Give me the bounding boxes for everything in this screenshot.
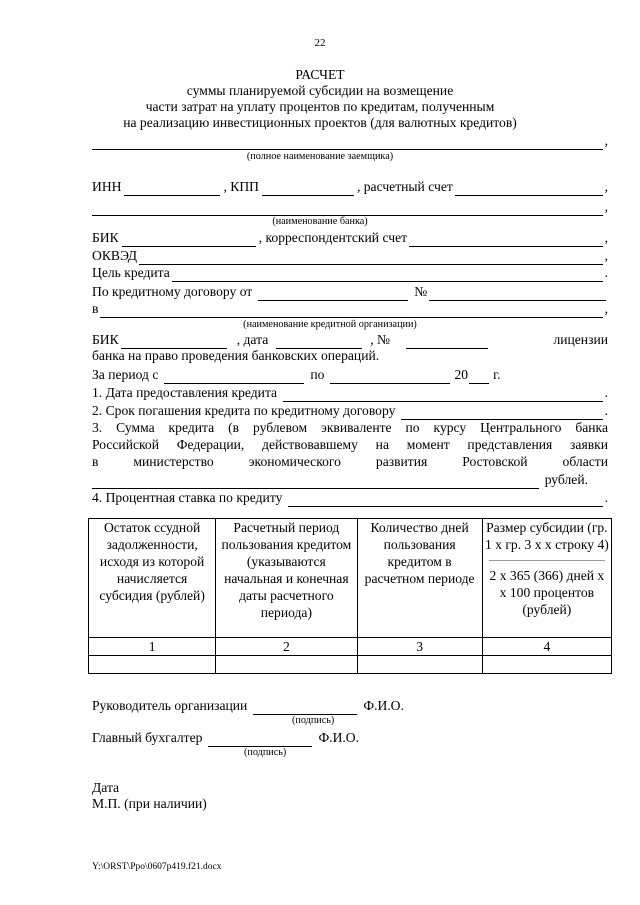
table-cell[interactable] <box>482 656 611 674</box>
agreement-date-field[interactable] <box>258 287 408 301</box>
comma: , <box>604 248 608 263</box>
year-field[interactable] <box>469 370 489 384</box>
credit-org-field[interactable] <box>100 305 602 318</box>
comma: , <box>604 301 608 316</box>
date-field-label: Дата <box>92 780 120 795</box>
table-cell[interactable] <box>216 656 357 674</box>
head-signature-row <box>92 697 404 715</box>
comma: , <box>604 199 608 214</box>
header-period: Расчетный период пользования кредитом (указываются начальная и конечная даты расчетного периода) <box>216 519 357 638</box>
credit-org-row <box>92 300 608 318</box>
purpose-field[interactable] <box>172 269 603 282</box>
kpp-label: , КПП <box>223 179 259 194</box>
comma: , <box>604 230 608 245</box>
borrower-name-field[interactable] <box>92 137 603 150</box>
item-3-line-1: 3. Сумма кредита (в рублевом эквиваленте по курсу Центрального банка <box>92 420 608 435</box>
license-label: лицензии <box>553 332 608 347</box>
subtitle-line-1: суммы планируемой субсидии на возмещение <box>186 83 454 98</box>
period: . <box>604 385 608 400</box>
year-prefix: 20 <box>454 367 469 382</box>
license-number-field[interactable] <box>406 335 488 349</box>
kpp-field[interactable] <box>262 182 354 196</box>
inn-field[interactable] <box>124 182 220 196</box>
accountant-signature-field[interactable] <box>208 733 312 747</box>
inn-label: ИНН <box>92 179 122 194</box>
item-1-label: 1. Дата предоставления кредита <box>92 385 278 400</box>
credit-org-caption: (наименование кредитной организации) <box>243 319 417 330</box>
head-signature-field[interactable] <box>253 701 357 715</box>
item-3-amount-field[interactable] <box>92 476 539 489</box>
stamp-label: М.П. (при наличии) <box>92 796 207 811</box>
bik-row <box>92 229 608 247</box>
header-subsidy <box>482 519 611 638</box>
license-line-2: банка на право проведения банковских операций. <box>92 348 380 363</box>
license-number-sign: , № <box>370 332 391 347</box>
column-number-2: 2 <box>216 638 357 656</box>
period-from-label: За период с <box>92 367 159 382</box>
period-to-label: по <box>310 367 325 382</box>
subtitle-line-2: части затрат на уплату процентов по кредитам, полученным <box>145 99 495 114</box>
page-number: 22 <box>314 37 326 49</box>
in-label: в <box>92 301 99 316</box>
item-2-label: 2. Срок погашения кредита по кредитному договору <box>92 403 396 418</box>
column-number-4: 4 <box>482 638 611 656</box>
subsidy-denominator: 2 х 365 (366) дней х х 100 процентов (рублей) <box>489 568 605 617</box>
document-title: РАСЧЕТ <box>295 67 345 82</box>
bik-label: БИК <box>92 230 119 245</box>
date-label: , дата <box>236 332 269 347</box>
subtitle-line-3: на реализацию инвестиционных проектов (для валютных кредитов) <box>123 115 517 130</box>
accountant-signature-caption: (подпись) <box>244 747 287 758</box>
head-signature-caption: (подпись) <box>292 715 335 726</box>
period: . <box>604 403 608 418</box>
year-suffix: г. <box>493 367 501 382</box>
inn-row <box>92 178 608 196</box>
item-1-row <box>92 384 608 402</box>
period-from-field[interactable] <box>164 370 304 384</box>
header-days: Количество дней пользования кредитом в расчетном периоде <box>357 519 482 638</box>
number-sign: № <box>414 284 428 299</box>
item-3-line-3: в министерство экономического развития Ростовской области <box>92 454 608 469</box>
item-3-rub-label: рублей. <box>544 472 588 487</box>
table-number-row <box>89 638 612 656</box>
borrower-caption: (полное наименование заемщика) <box>246 151 394 162</box>
head-fio: Ф.И.О. <box>363 698 404 713</box>
period-row <box>92 366 608 384</box>
accountant-label: Главный бухгалтер <box>92 730 203 745</box>
item-3-amount-row <box>92 471 608 489</box>
item-4-label: 4. Процентная ставка по кредиту <box>92 490 283 505</box>
item-3-line-2: Российской Федерации, действовавшему на момент представления заявки <box>92 437 608 452</box>
agreement-row <box>92 283 608 301</box>
comma: , <box>604 133 608 148</box>
subsidy-numerator: Размер субсидии (гр. 1 х гр. 3 х х строку 4) <box>484 520 609 552</box>
purpose-row <box>92 264 608 282</box>
bank-caption: (наименование банка) <box>272 216 368 227</box>
table-cell[interactable] <box>357 656 482 674</box>
agreement-label: По кредитному договору от <box>92 284 253 299</box>
item-4-row <box>92 489 608 507</box>
borrower-name-line[interactable] <box>92 132 608 150</box>
period: . <box>604 490 608 505</box>
head-label: Руководитель организации <box>92 698 248 713</box>
bank-name-line[interactable] <box>92 198 608 216</box>
header-balance: Остаток ссудной задолженности, исходя из которой начисляется субсидия (рублей) <box>89 519 216 638</box>
period-to-field[interactable] <box>330 370 450 384</box>
corr-account-label: , корреспондентский счет <box>258 230 408 245</box>
okved-label: ОКВЭД <box>92 248 138 263</box>
account-label: , расчетный счет <box>356 179 453 194</box>
subsidy-table <box>88 518 612 674</box>
period: . <box>604 265 608 280</box>
accountant-signature-row <box>92 729 359 747</box>
bik-field[interactable] <box>122 233 256 247</box>
item-2-row <box>92 402 608 420</box>
okved-row <box>92 247 608 265</box>
account-field[interactable] <box>455 183 603 196</box>
footer-file-path: Y:\ORST\Ppo\0607p419.f21.docx <box>92 862 222 872</box>
column-number-3: 3 <box>357 638 482 656</box>
comma: , <box>604 179 608 194</box>
bik2-label: БИК <box>92 332 119 347</box>
purpose-label: Цель кредита <box>92 265 170 280</box>
accountant-fio: Ф.И.О. <box>318 730 360 745</box>
table-row[interactable] <box>89 656 612 674</box>
item-4-field[interactable] <box>288 494 602 507</box>
corr-account-field[interactable] <box>409 234 603 247</box>
table-cell[interactable] <box>89 656 216 674</box>
item-1-field[interactable] <box>283 389 603 402</box>
column-number-1: 1 <box>89 638 216 656</box>
table-header-row <box>89 519 612 638</box>
formula-divider <box>489 560 605 561</box>
